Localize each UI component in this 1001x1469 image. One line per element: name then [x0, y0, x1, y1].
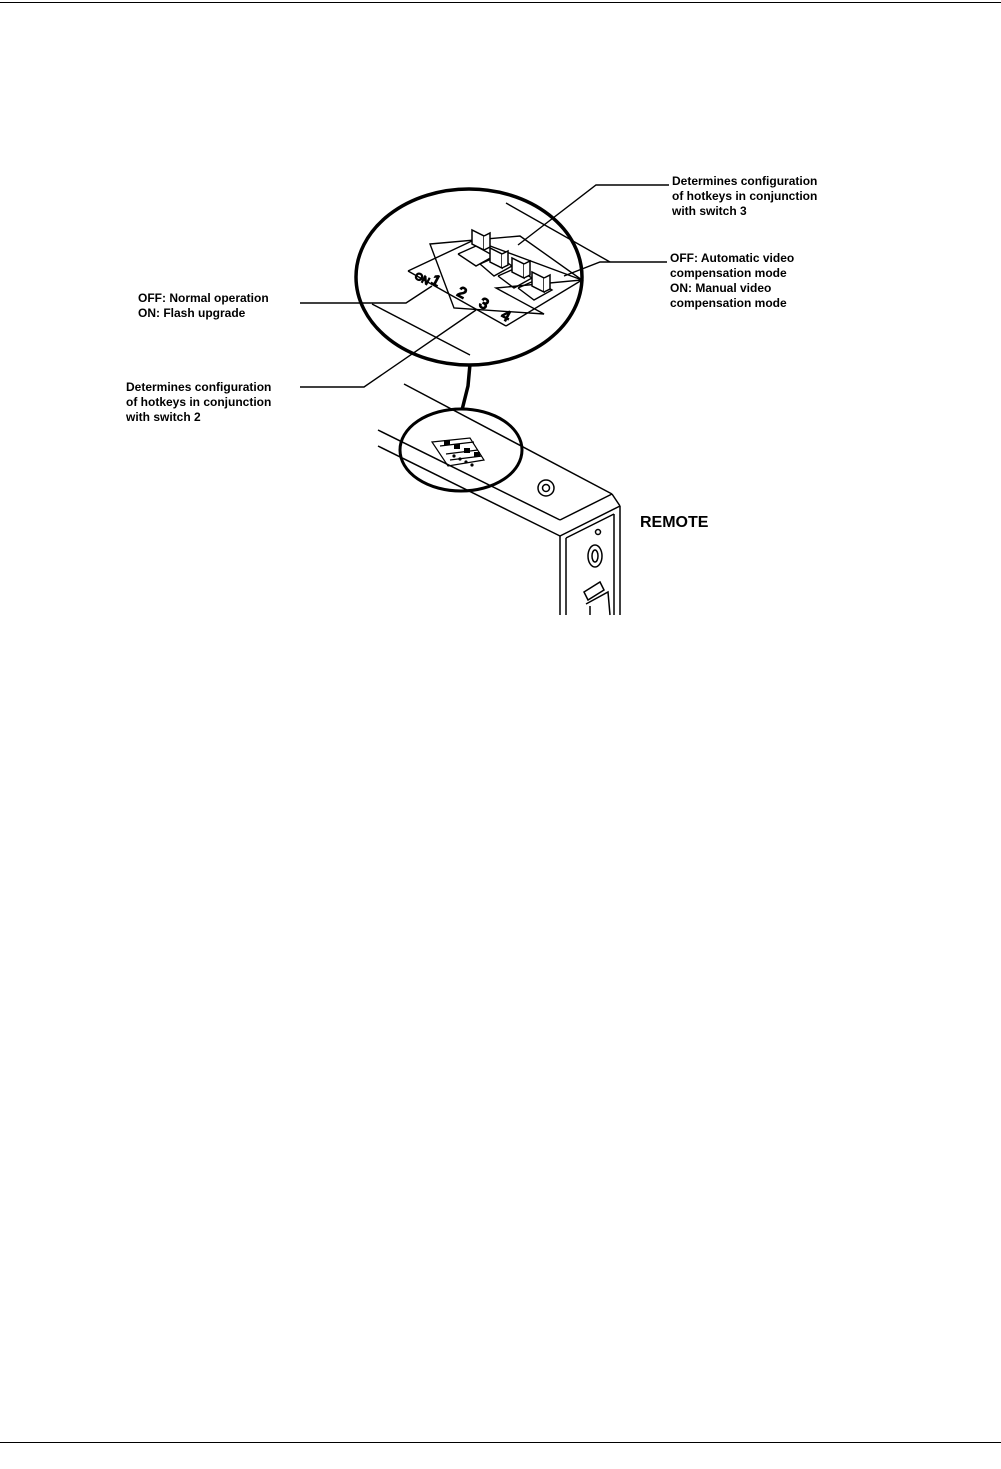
- callout-switch2-line3: with switch 3: [672, 204, 747, 218]
- callout-switch3-line3: with switch 2: [126, 410, 201, 424]
- callout-switch1-line2: ON: Flash upgrade: [138, 306, 246, 320]
- dip-number-1: 1: [428, 271, 444, 291]
- callout-switch4-line1: OFF: Automatic video: [670, 251, 795, 265]
- dip-on-label: ON: [412, 270, 431, 288]
- dip-number-4: 4: [498, 306, 514, 326]
- remote-label: REMOTE: [640, 514, 709, 531]
- bottom-rule: [0, 1442, 1001, 1443]
- callout-switch1-line1: OFF: Normal operation: [138, 291, 269, 305]
- dip-switch-diagram: [0, 0, 1001, 640]
- callout-switch4-line3: ON: Manual video: [670, 281, 772, 295]
- zoom-connector-line: [462, 364, 470, 410]
- callout-switch4-line4: compensation mode: [670, 296, 787, 310]
- callout-switch4-line2: compensation mode: [670, 266, 787, 280]
- magnified-dip-switch: [372, 203, 610, 355]
- dip-number-2: 2: [454, 283, 470, 303]
- callout-switch2-line2: of hotkeys in conjunction: [672, 189, 818, 203]
- callout-switch3-line1: Determines configuration: [126, 380, 272, 394]
- dip-number-3: 3: [476, 294, 492, 314]
- callout-switch2-line1: Determines configuration: [672, 174, 818, 188]
- callout-switch3-line2: of hotkeys in conjunction: [126, 395, 272, 409]
